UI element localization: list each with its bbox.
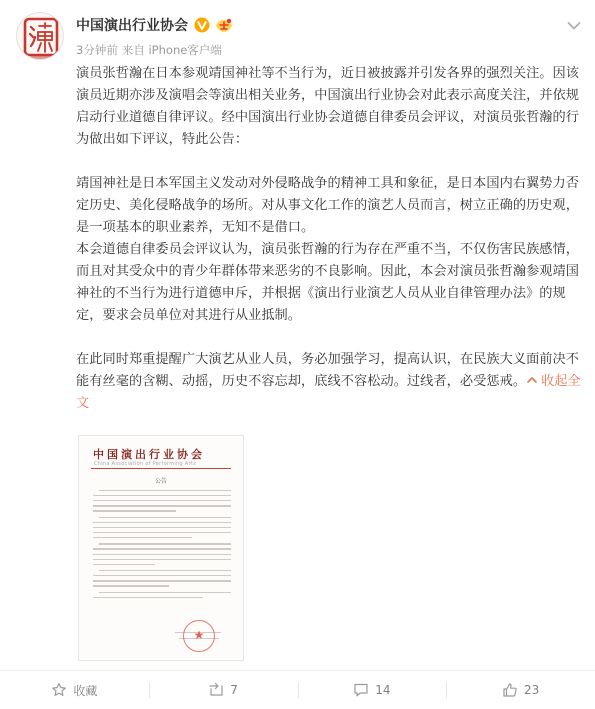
document-org-name-en: China Association of Performing Arts	[94, 461, 197, 467]
like-button[interactable]	[446, 671, 595, 709]
org-member-badge-icon[interactable]	[213, 17, 235, 34]
favorite-label: 收藏	[73, 683, 98, 698]
repost-button[interactable]	[149, 671, 298, 709]
thumbs-up-icon	[502, 682, 518, 698]
document-org-name: 中国演出行业协会	[93, 448, 205, 461]
post-meta	[76, 42, 222, 58]
post-paragraph-last	[76, 349, 584, 415]
post-body	[76, 63, 584, 415]
author-row	[76, 14, 235, 36]
collapse-label: 收起全文	[76, 374, 581, 411]
post-time[interactable]: 3分钟前	[76, 43, 118, 57]
author-name[interactable]: 中国演出行业协会	[76, 18, 188, 34]
comment-button[interactable]	[298, 671, 447, 709]
official-seal-icon: ★	[183, 620, 215, 652]
post-paragraph: 本会道德自律委员会评议认为，演员张哲瀚的行为存在严重不当，不仅伤害民族感情，而且对其受众中的青少年群体带来恶劣的不良影响。因此，本会对演员张哲瀚参观靖国神社的不当行为进行道德申斥，并根据《演出行业演艺人员从业自律管理办法》的规定，要求会员单位对其进行从业抵制。	[76, 242, 580, 323]
like-count: 23	[523, 683, 540, 697]
collapse-arrow-icon	[526, 374, 538, 386]
account-avatar[interactable]	[16, 12, 64, 60]
star-icon	[51, 682, 67, 698]
post-paragraph: 靖国神社是日本军国主义发动对外侵略战争的精神工具和象征，是日本国内右翼势力否定历史、美化侵略战争的场所。对从事文化工作的演艺人员而言，树立正确的历史观，是一项基本的职业素养，无知不是借口。	[76, 176, 580, 235]
document-red-rule	[91, 468, 231, 469]
comment-count: 14	[375, 683, 391, 697]
document-text-lines	[93, 490, 231, 602]
repost-icon	[208, 682, 224, 698]
post-source: 来自 iPhone客户端	[121, 43, 222, 57]
favorite-button[interactable]	[0, 671, 149, 709]
action-bar	[0, 671, 595, 709]
post-paragraph: 在此同时郑重提醒广大演艺从业人员，务必加强学习，提高认识，在民族大义面前决不能有丝毫的含糊、动摇，历史不容忘却，底线不容松动。过线者，必受惩戒。	[76, 352, 580, 389]
announcement-document-image[interactable]	[78, 435, 244, 661]
document-heading: 公告	[154, 478, 167, 485]
comment-icon	[353, 682, 369, 698]
verified-icon[interactable]	[194, 17, 210, 33]
chevron-down-icon	[567, 21, 581, 31]
more-menu-button[interactable]	[567, 16, 581, 26]
seal-logo-icon	[17, 13, 64, 60]
repost-count: 7	[230, 683, 238, 697]
post-paragraph: 演员张哲瀚在日本参观靖国神社等不当行为，近日被披露并引发各界的强烈关注。因该演员近期亦涉及演唱会等演出相关业务，中国演出行业协会对此表示高度关注，并依规启动行业道德自律评议。经中国演出行业协会道德自律委员会评议，对演员张哲瀚的行为做出如下评议，特此公告：	[76, 66, 580, 147]
